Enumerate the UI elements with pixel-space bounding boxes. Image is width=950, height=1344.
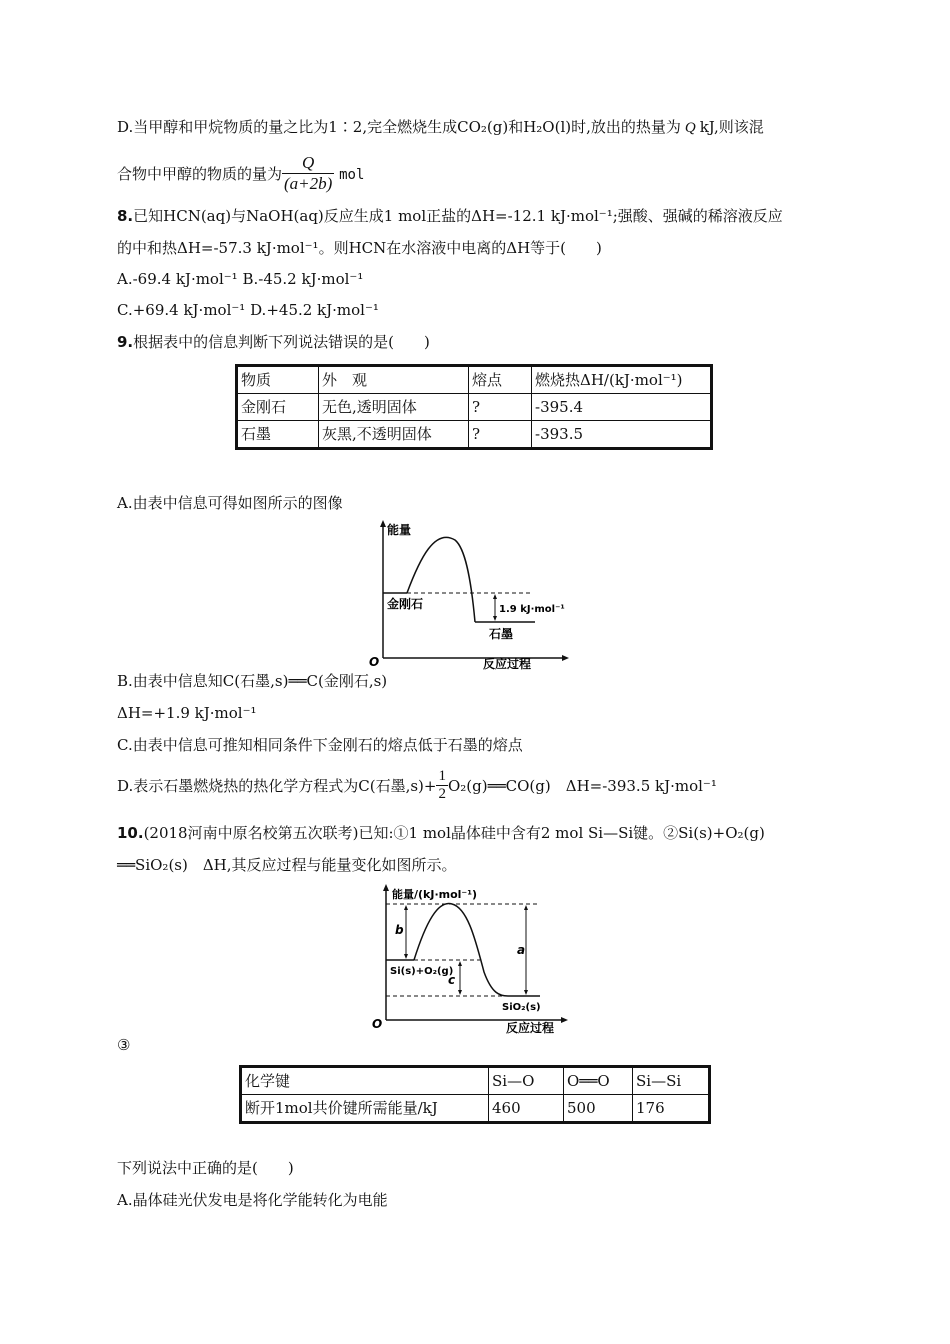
- table-header-cell: Si—O: [489, 1067, 564, 1095]
- c-label: c: [448, 973, 456, 987]
- table-row: [237, 394, 712, 421]
- b-arrow-head-down: [404, 954, 408, 959]
- q7-fraction-numerator: Q: [282, 153, 334, 174]
- table-header-cell: O══O: [564, 1067, 633, 1095]
- table-header-cell: 外 观: [319, 366, 469, 394]
- q8-line1: [117, 205, 783, 227]
- table-cell: 断开1mol共价键所需能量/kJ: [241, 1095, 489, 1123]
- q8-options-cd: C.+69.4 kJ·mol⁻¹ D.+45.2 kJ·mol⁻¹: [117, 301, 379, 319]
- q9-table: [235, 364, 713, 450]
- a-label: a: [517, 943, 526, 957]
- table-row: [237, 366, 712, 394]
- q7-option-d-text: D.当甲醇和甲烷物质的量之比为1∶2,完全燃烧生成CO₂(g)和H₂O(l)时,放出的热量为: [117, 118, 681, 136]
- table-cell: 无色,透明固体: [319, 394, 469, 421]
- q10-energy-diagram: [368, 882, 580, 1034]
- energy-curve: [414, 904, 508, 996]
- table-cell: 460: [489, 1095, 564, 1123]
- table-row: [241, 1067, 710, 1095]
- table-cell: -395.4: [532, 394, 712, 421]
- x-axis-arrow: [562, 655, 569, 661]
- q9-option-b-1: B.由表中信息知C(石墨,s)══C(金刚石,s): [117, 672, 388, 690]
- gap-arrow-head-up: [493, 594, 497, 599]
- table-cell: 176: [633, 1095, 710, 1123]
- gap-label: 1.9 kJ·mol⁻¹: [499, 604, 565, 615]
- table-header-cell: Si—Si: [633, 1067, 710, 1095]
- origin-label: O: [369, 655, 380, 669]
- y-axis-arrow: [380, 520, 386, 527]
- q9-option-d: [117, 766, 717, 806]
- q8-line2: 的中和热ΔH=-57.3 kJ·mol⁻¹。则HCN在水溶液中电离的ΔH等于( ): [117, 239, 602, 257]
- origin-label: O: [372, 1017, 383, 1031]
- q7-unit: mol: [339, 167, 365, 183]
- table-cell: ?: [469, 421, 532, 449]
- q10-line2: ══SiO₂(s) ΔH,其反应过程与能量变化如图所示。: [117, 856, 457, 874]
- q7-option-d-line1: [117, 116, 764, 139]
- q9-option-b-2: ΔH=+1.9 kJ·mol⁻¹: [117, 704, 257, 722]
- q9-option-c: C.由表中信息可推知相同条件下金刚石的熔点低于石墨的熔点: [117, 736, 523, 754]
- table-header-cell: 熔点: [469, 366, 532, 394]
- y-axis-label: 能量: [387, 523, 412, 537]
- q10-stem-1: (2018河南中原名校第五次联考)已知:①1 mol晶体硅中含有2 mol Si—Si键。②Si(s)+O₂(g): [143, 824, 765, 842]
- q9-option-d-fraction: [436, 768, 448, 803]
- q9-number: 9.: [117, 333, 134, 351]
- table-cell: ?: [469, 394, 532, 421]
- y-axis-arrow: [383, 884, 389, 891]
- q8-stem-1: 已知HCN(aq)与NaOH(aq)反应生成1 mol正盐的ΔH=-12.1 kJ·mol⁻¹;强酸、强碱的稀溶液反应: [133, 207, 783, 225]
- q10-number: 10.: [117, 824, 144, 842]
- q8-number: 8.: [117, 207, 134, 225]
- q9-stem: [117, 331, 430, 353]
- x-axis-arrow: [561, 1017, 568, 1023]
- graphite-label: 石墨: [489, 627, 514, 641]
- fraction-denominator: 2: [438, 785, 446, 802]
- fraction-numerator: 1: [438, 767, 446, 784]
- q10-circle3: ③: [117, 1036, 131, 1054]
- q9-stem-text: 根据表中的信息判断下列说法错误的是( ): [133, 333, 430, 351]
- table-cell: -393.5: [532, 421, 712, 449]
- q9-option-d-pre: D.表示石墨燃烧热的热化学方程式为C(石墨,s)+: [117, 777, 437, 795]
- table-header-cell: 化学键: [241, 1067, 489, 1095]
- y-axis-label: 能量/(kJ·mol⁻¹): [392, 888, 478, 901]
- reactant-label: Si(s)+O₂(g): [390, 966, 454, 977]
- q7-fraction: [282, 153, 334, 194]
- q7-option-d-q: Q: [684, 120, 696, 136]
- q9-option-a: A.由表中信息可得如图所示的图像: [117, 494, 343, 512]
- q9-option-d-post: O₂(g)══CO(g) ΔH=-393.5 kJ·mol⁻¹: [447, 777, 717, 795]
- table-cell: 石墨: [237, 421, 319, 449]
- table-cell: 灰黑,不透明固体: [319, 421, 469, 449]
- product-label: SiO₂(s): [502, 1002, 541, 1013]
- q10-table: [239, 1065, 711, 1124]
- table-header-cell: 燃烧热ΔH/(kJ·mol⁻¹): [532, 366, 712, 394]
- q7-fraction-denominator: (a+2b): [284, 173, 333, 193]
- q7-option-d-line2-text: 合物中甲醇的物质的量为: [117, 165, 283, 183]
- q10-line1: [117, 822, 765, 844]
- table-cell: 500: [564, 1095, 633, 1123]
- table-cell: 金刚石: [237, 394, 319, 421]
- a-arrow-head-down: [524, 990, 528, 995]
- a-arrow-head-up: [524, 905, 528, 910]
- q10-stem2: 下列说法中正确的是( ): [117, 1159, 294, 1177]
- q7-option-d-line2: [117, 152, 364, 197]
- q10-option-a: A.晶体硅光伏发电是将化学能转化为电能: [117, 1191, 388, 1209]
- x-axis-label: 反应过程: [506, 1021, 555, 1034]
- q9-energy-diagram: [365, 518, 585, 670]
- table-row: [237, 421, 712, 449]
- x-axis-label: 反应过程: [483, 657, 532, 670]
- q8-options-ab: A.-69.4 kJ·mol⁻¹ B.-45.2 kJ·mol⁻¹: [117, 270, 364, 288]
- c-arrow-head-up: [458, 961, 462, 966]
- gap-arrow-head-down: [493, 616, 497, 621]
- b-arrow-head-up: [404, 905, 408, 910]
- c-arrow-head-down: [458, 990, 462, 995]
- diamond-label: 金刚石: [387, 597, 424, 611]
- table-header-cell: 物质: [237, 366, 319, 394]
- table-row: [241, 1095, 710, 1123]
- b-label: b: [395, 923, 404, 937]
- q7-option-d-end: kJ,则该混: [699, 118, 764, 136]
